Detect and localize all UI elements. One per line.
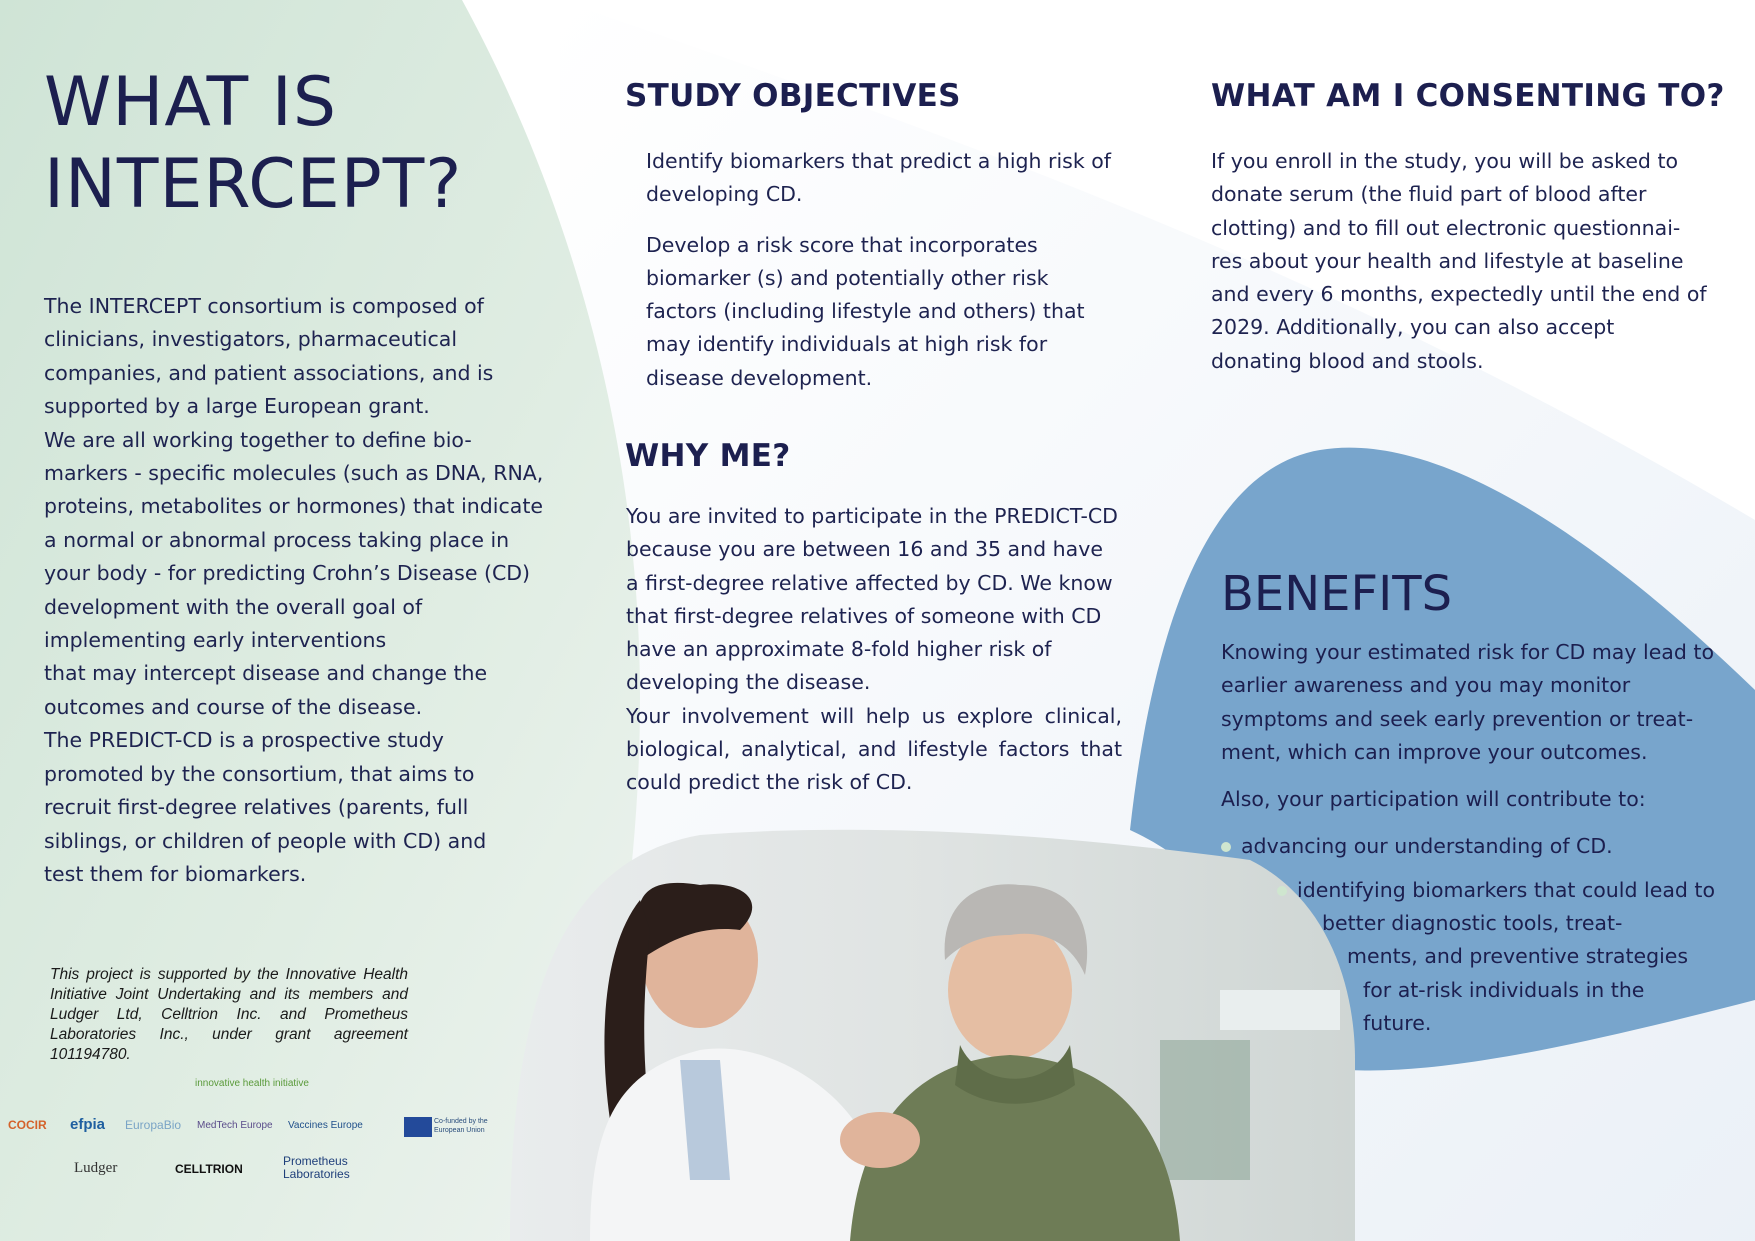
bullet-text: better diagnostic tools, treat- — [1322, 911, 1623, 936]
intro-line: supported by a large European grant. — [44, 394, 430, 419]
celltrion-logo: CELLTRION — [175, 1162, 243, 1176]
intro-line: that may intercept disease and change the — [44, 661, 488, 686]
ihi-logo: innovative health initiative — [195, 1078, 309, 1089]
benefits-paragraph: Knowing your estimated risk for CD may lead to earlier awareness and you may monitor symptoms and seek early prevention or treat-ment, which can improve your outcomes. — [1221, 640, 1714, 764]
benefits-paragraph: Also, your participation will contribute to: — [1221, 787, 1646, 812]
bullet-dot-icon — [1277, 886, 1287, 896]
consent-text: If you enroll in the study, you will be asked to donate serum (the fluid part of blood after clotting) and to fill out electronic questionnai-res about your health and lifestyle at baseline and every 6 months, expectedly until the end of 2029. Additionally, you can also accept donating blood and stools. — [1211, 149, 1707, 373]
intro-line: recruit first-degree relatives (parents, full — [44, 795, 469, 820]
europabio-logo: EuropaBio — [125, 1118, 182, 1132]
ludger-logo: Ludger — [74, 1160, 118, 1176]
intro-line: We are all working together to define bio- — [44, 427, 472, 452]
prometheus-logo: Prometheus Laboratories — [283, 1154, 350, 1181]
funding-note: This project is supported by the Innovative Health Initiative Joint Undertaking and its members and Ludger Ltd, Celltrion Inc. and Prometheus Laboratories Inc., under grant agreement 101194780. — [50, 966, 408, 1063]
intro-line: your body - for predicting Crohn’s Disease (CD) — [44, 561, 531, 586]
intro-line: promoted by the consortium, that aims to — [44, 761, 475, 786]
intro-line: companies, and patient associations, and is — [44, 360, 494, 385]
bullet-text: future. — [1363, 1010, 1432, 1035]
intro-line: implementing early interventions — [44, 628, 387, 653]
why-me-paragraph: Your involvement will help us explore clinical, biological, analytical, and lifestyle factors that could predict the risk of CD. — [626, 703, 1122, 795]
why-me-text — [626, 500, 1122, 800]
bullet-text: for at-risk individuals in the — [1363, 977, 1645, 1002]
why-me-heading: WHY ME? — [625, 438, 791, 474]
intro-line: outcomes and course of the disease. — [44, 694, 423, 719]
medtech-europe-logo: MedTech Europe — [197, 1120, 273, 1131]
title-line: WHAT IS — [44, 63, 337, 142]
intro-line: clinicians, investigators, pharmaceutical — [44, 327, 458, 352]
intro-line: The PREDICT-CD is a prospective study — [44, 728, 444, 753]
intro-text — [44, 290, 544, 891]
intro-line: siblings, or children of people with CD) and — [44, 828, 487, 853]
eu-cofunded-logo: Co-funded by the European Union — [404, 1117, 492, 1137]
objectives-list — [646, 145, 1111, 412]
intro-line: The INTERCEPT consortium is composed of — [44, 294, 484, 318]
objectives-heading: STUDY OBJECTIVES — [625, 78, 961, 114]
bullet-dot-icon — [1221, 842, 1231, 852]
vaccines-europe-logo: Vaccines Europe — [288, 1120, 363, 1131]
intro-line: proteins, metabolites or hormones) that indicate — [44, 494, 543, 519]
why-me-paragraph: You are invited to participate in the PREDICT-CD because you are between 16 and 35 and have a first-degree relative affected by CD. We know that first-degree relatives of someone with CD have an approximate 8-fold higher risk of developing the disease. — [626, 504, 1118, 695]
title-line: INTERCEPT? — [44, 145, 463, 224]
intro-line: a normal or abnormal process taking place in — [44, 527, 510, 552]
benefit-bullet — [1221, 830, 1721, 863]
benefits-heading: BENEFITS — [1221, 566, 1453, 622]
bullet-text: identifying biomarkers that could lead to — [1297, 877, 1715, 902]
intro-line: test them for biomarkers. — [44, 861, 307, 886]
objective-item: Identify biomarkers that predict a high risk of developing CD. — [646, 149, 1112, 207]
bullet-text: ments, and preventive strategies — [1347, 944, 1689, 969]
cocir-logo: COCIR — [8, 1118, 47, 1132]
bullet-text: advancing our understanding of CD. — [1241, 834, 1613, 859]
objective-item: Develop a risk score that incorporates biomarker (s) and potentially other risk factors (including lifestyle and others) that may identify individuals at high risk for disease development. — [646, 232, 1085, 390]
intro-line: development with the overall goal of — [44, 594, 423, 619]
page-title — [44, 62, 462, 226]
consent-heading: WHAT AM I CONSENTING TO? — [1211, 78, 1725, 114]
efpia-logo: efpia — [70, 1116, 106, 1133]
benefit-bullet — [1221, 874, 1721, 1040]
intro-line: markers - specific molecules (such as DNA, RNA, — [44, 461, 544, 486]
benefits-text — [1221, 636, 1721, 1040]
